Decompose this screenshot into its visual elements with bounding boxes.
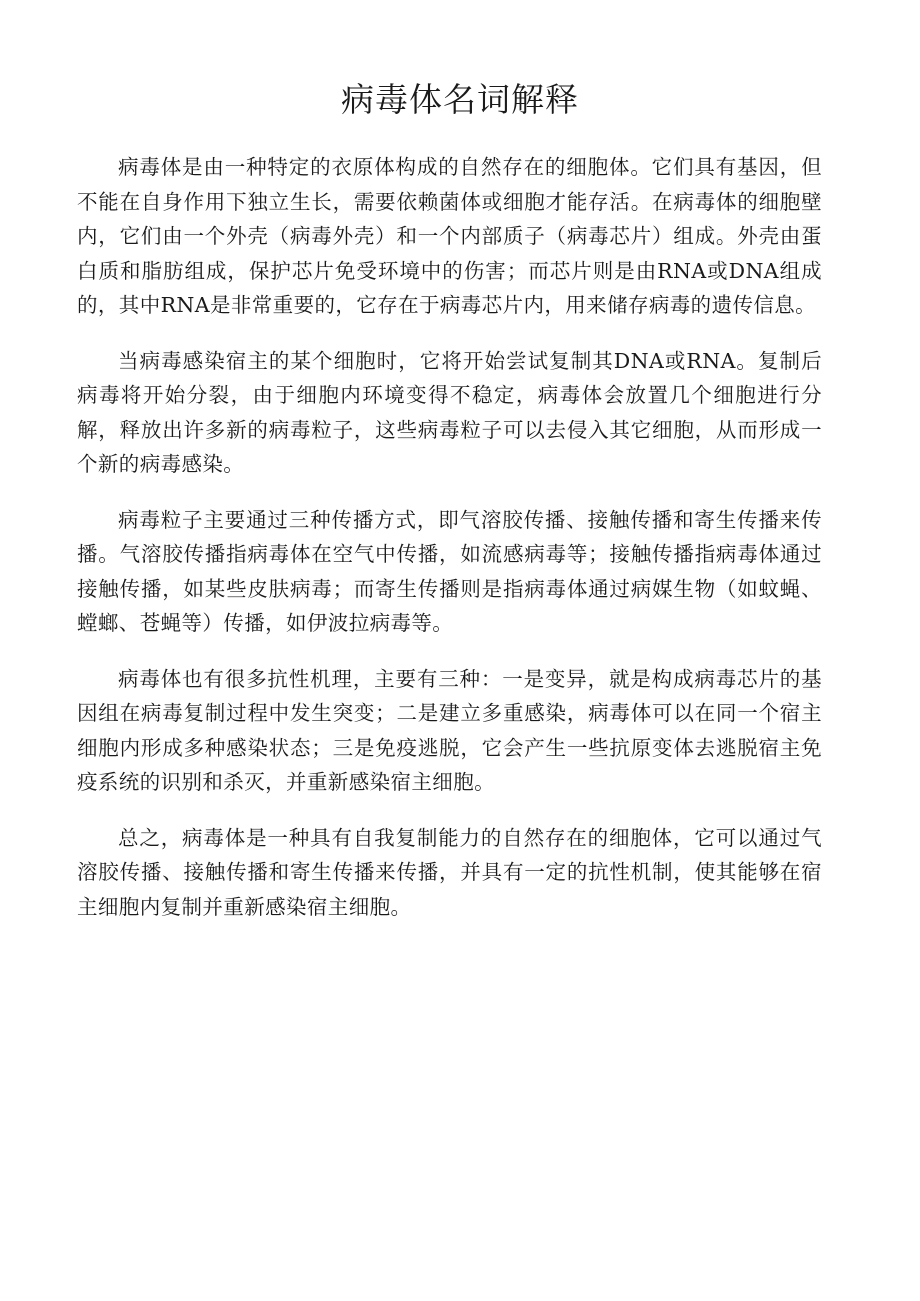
paragraph-transmission: 病毒粒子主要通过三种传播方式，即气溶胶传播、接触传播和寄生传播来传播。气溶胶传播指病毒体在空气中传播，如流感病毒等；接触传播指病毒体通过接触传播，如某些皮肤病毒；而寄生传播则是指病毒体通过病媒生物（如蚊蝇、螳螂、苍蝇等）传播，如伊波拉病毒等。 bbox=[77, 507, 822, 635]
document-body bbox=[77, 150, 822, 945]
paragraph-replication: 当病毒感染宿主的某个细胞时，它将开始尝试复制其DNA或RNA。复制后病毒将开始分裂，由于细胞内环境变得不稳定，病毒体会放置几个细胞进行分解，释放出许多新的病毒粒子，这些病毒粒子可以去侵入其它细胞，从而形成一个新的病毒感染。 bbox=[77, 348, 822, 476]
paragraph-resistance: 病毒体也有很多抗性机理，主要有三种：一是变异，就是构成病毒芯片的基因组在病毒复制过程中发生突变；二是建立多重感染，病毒体可以在同一个宿主细胞内形成多种感染状态；三是免疫逃脱，它会产生一些抗原变体去逃脱宿主免疫系统的识别和杀灭，并重新感染宿主细胞。 bbox=[77, 666, 822, 794]
document-title: 病毒体名词解释 bbox=[341, 80, 579, 119]
paragraph-definition: 病毒体是由一种特定的衣原体构成的自然存在的细胞体。它们具有基因，但不能在自身作用下独立生长，需要依赖菌体或细胞才能存活。在病毒体的细胞壁内，它们由一个外壳（病毒外壳）和一个内部质子（病毒芯片）组成。外壳由蛋白质和脂肪组成，保护芯片免受环境中的伤害；而芯片则是由RNA或DNA组成的，其中RNA是非常重要的，它存在于病毒芯片内，用来储存病毒的遗传信息。 bbox=[77, 155, 822, 317]
paragraph-summary: 总之，病毒体是一种具有自我复制能力的自然存在的细胞体，它可以通过气溶胶传播、接触传播和寄生传播来传播，并具有一定的抗性机制，使其能够在宿主细胞内复制并重新感染宿主细胞。 bbox=[77, 825, 822, 919]
